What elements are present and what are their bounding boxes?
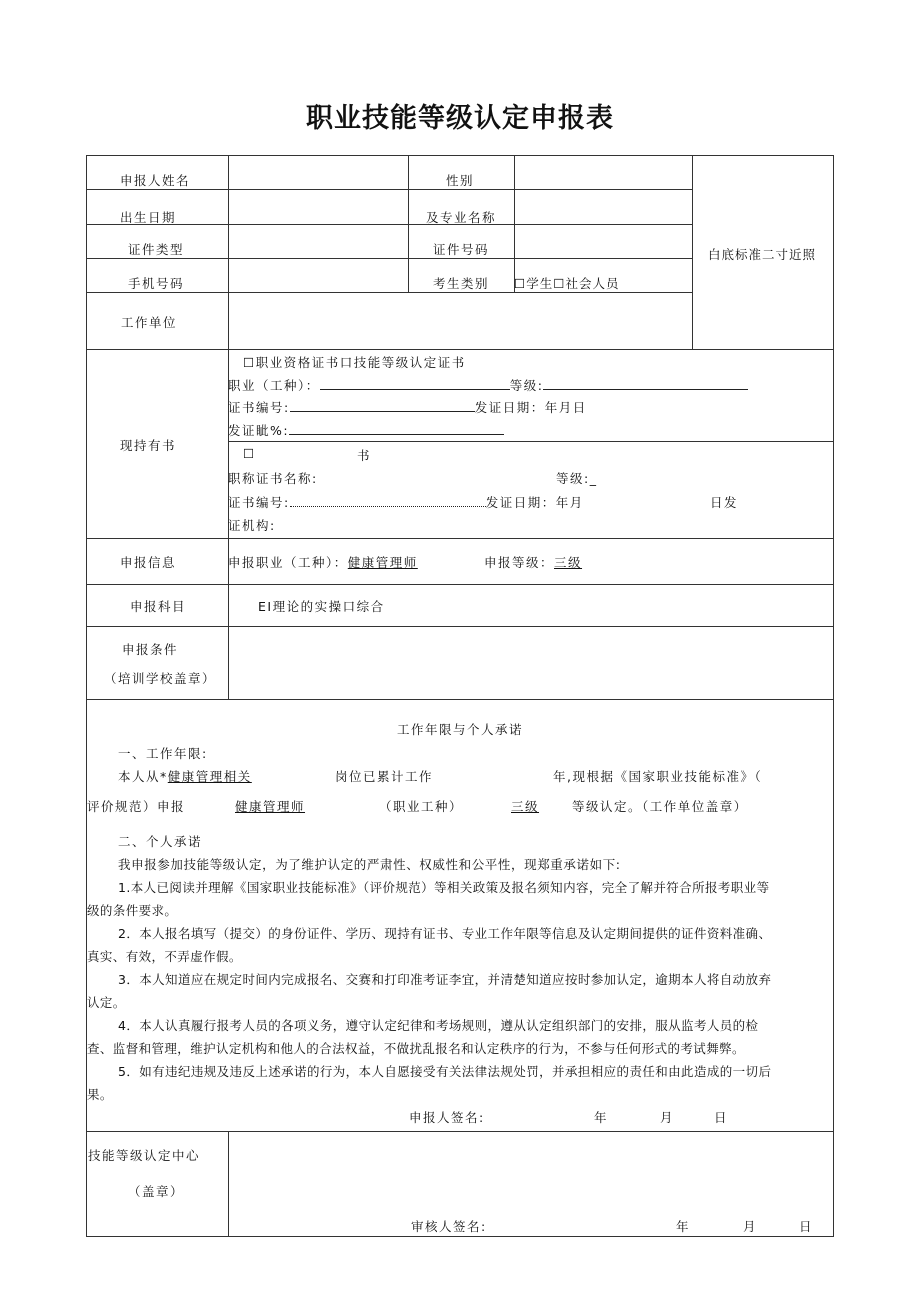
condition-sub-label: （培训学校盖章）	[104, 671, 217, 686]
apply-occ-label: 申报职业（工种）：	[228, 555, 348, 570]
text: 岗位已累计工作	[335, 769, 434, 784]
col-divider	[228, 1131, 229, 1237]
cert-no2-label: 证书编号:	[228, 495, 290, 510]
promise-item: 3．本人知道应在规定时间内完成报名、交赛和打印准考证李宜，并清楚知道应按时参加认定，逾期本人将自动放弃	[118, 972, 772, 987]
row-divider	[86, 538, 834, 539]
subject-label: 申报科目	[130, 599, 187, 614]
work-field-value[interactable]: 健康管理相关	[167, 769, 252, 784]
occupation-field[interactable]	[320, 377, 510, 390]
month-label: 月	[660, 1110, 675, 1125]
row-divider	[228, 441, 834, 442]
major-field[interactable]	[516, 191, 690, 222]
work-years-heading: 一、工作年限:	[118, 746, 208, 761]
month-label: 月	[743, 1219, 758, 1234]
occupation-label: 职业（工种）：	[228, 378, 320, 393]
birth-field[interactable]	[230, 191, 406, 222]
student-checkbox[interactable]: ☐	[514, 276, 527, 291]
text: 等级认定。（工作单位盖章）	[572, 799, 748, 814]
phone-field[interactable]	[230, 260, 406, 290]
category-label: 考生类别	[433, 276, 490, 291]
day-issue-label: 日发	[710, 495, 739, 510]
promise-item: 真实、有效，不弄虚作假。	[87, 949, 242, 964]
apply-label: 申报信息	[120, 555, 177, 570]
gender-label: 性别	[446, 173, 475, 188]
photo-placeholder: 白底标准二寸近照	[708, 247, 817, 262]
row-divider	[86, 258, 692, 259]
page-title: 职业技能等级认定申报表	[306, 103, 614, 134]
apply-level-value[interactable]: 三级	[554, 555, 583, 570]
id-no-label: 证件号码	[433, 242, 490, 257]
subject-options[interactable]: EI理论的实操口综合	[258, 599, 385, 614]
workplace-field[interactable]	[230, 294, 690, 348]
table-border	[833, 155, 834, 1237]
promise-item: 认定。	[87, 995, 126, 1010]
apply-level-label: 申报等级：	[484, 555, 555, 570]
row-divider	[86, 1131, 834, 1132]
occupation-value[interactable]: 健康管理师	[235, 799, 306, 814]
cert-no2-field[interactable]	[290, 494, 486, 507]
reviewer-sign-label: 审核人签名:	[411, 1219, 487, 1234]
center-label: 技能等级认定中心	[88, 1148, 201, 1163]
applicant-sign-label: 申报人签名:	[409, 1110, 485, 1125]
gender-field[interactable]	[516, 157, 690, 187]
cert-label: 现持有书	[120, 438, 177, 453]
title-cert-checkbox[interactable]: ☐	[243, 446, 256, 461]
apply-occ-value[interactable]: 健康管理师	[347, 555, 418, 570]
issue-date-label: 发证日期：年月日	[474, 400, 587, 415]
text: （职业工种）	[379, 799, 464, 814]
name-label: 申报人姓名	[120, 173, 191, 188]
promise-item: 4．本人认真履行报考人员的各项义务，遵守认定纪律和考场规则，遵从认定组织部门的安排，服从监考人员的检	[118, 1018, 759, 1033]
row-divider	[86, 224, 692, 225]
issue-date2-label: 发证日期：年月	[485, 495, 584, 510]
day-label: 日	[714, 1110, 729, 1125]
row-divider	[86, 626, 834, 627]
promise-item: 5．如有违纪违规及违反上述承诺的行为，本人自愿接受有关法律法规处罚，并承担相应的责任和由此造成的一切后	[118, 1064, 772, 1079]
seal-label: （盖章）	[128, 1184, 185, 1199]
promise-item: 果。	[87, 1087, 113, 1102]
col-divider	[408, 155, 409, 292]
promise-item: 1.本人已阅读并理解《国家职业技能标准》（评价规范）等相关政策及报名须知内容，完全了解并符合所报考职业等	[118, 880, 770, 895]
condition-field[interactable]	[230, 628, 832, 698]
id-no-field[interactable]	[516, 226, 690, 256]
text: 本人从*	[118, 769, 168, 784]
year-label: 年	[594, 1110, 609, 1125]
col-divider	[692, 155, 693, 349]
promise-heading: 工作年限与个人承诺	[397, 722, 524, 737]
row-divider	[86, 189, 692, 190]
level-value[interactable]: 三级	[511, 799, 540, 814]
title-cert-label: 书	[357, 448, 372, 463]
cert-no-label: 证书编号:	[228, 400, 290, 415]
day-label: 日	[799, 1219, 814, 1234]
text: 评价规范）申报	[87, 799, 186, 814]
cert-type-options: 职业资格证书口技能等级认定证书	[255, 355, 466, 370]
level2-label: 等级:_	[556, 471, 598, 486]
cert-no-field[interactable]	[290, 399, 475, 412]
issuer-label: 发证眦%:	[228, 423, 290, 438]
promise-item: 级的条件要求。	[87, 903, 178, 918]
phone-label: 手机号码	[128, 276, 185, 291]
birth-label: 出生日期	[120, 210, 177, 225]
level-field[interactable]	[543, 377, 748, 390]
row-divider	[86, 584, 834, 585]
table-border	[86, 155, 87, 1237]
workplace-label: 工作单位	[121, 315, 178, 330]
student-label: 学生	[526, 276, 554, 291]
promise-heading-2: 二、个人承诺	[118, 834, 203, 849]
issuer-field[interactable]	[289, 422, 504, 435]
id-type-label: 证件类型	[128, 242, 185, 257]
social-checkbox[interactable]: ☐	[553, 276, 566, 291]
text: 年,现根据《国家职业技能标准》（	[553, 769, 763, 784]
year-label: 年	[676, 1219, 691, 1234]
promise-item: 查、监督和管理，维护认定机构和他人的合法权益，不做扰乱报名和认定秩序的行为，不参与任何形式的考试舞弊。	[87, 1041, 745, 1056]
row-divider	[86, 349, 834, 350]
issuer2-label: 证机构:	[228, 518, 276, 533]
name-field[interactable]	[230, 157, 406, 187]
promise-intro: 我申报参加技能等级认定，为了维护认定的严肃性、权威性和公平性，现郑重承诺如下:	[118, 857, 621, 872]
cert-type-checkbox[interactable]: ☐	[243, 355, 256, 370]
row-divider	[86, 699, 834, 700]
col-divider	[514, 155, 515, 292]
social-label: 社会人员	[565, 276, 620, 291]
level-label: 等级:	[509, 378, 544, 393]
table-border	[86, 1236, 834, 1237]
row-divider	[86, 292, 692, 293]
title-name-label: 职称证书名称:	[228, 471, 318, 486]
id-type-field[interactable]	[230, 226, 406, 256]
condition-label: 申报条件	[122, 642, 179, 657]
major-label: 及专业名称	[426, 210, 497, 225]
table-border	[86, 155, 834, 156]
promise-item: 2．本人报名填写（提交）的身份证件、学历、现持有证书、专业工作年限等信息及认定期间提供的证件资料准确、	[118, 926, 772, 941]
